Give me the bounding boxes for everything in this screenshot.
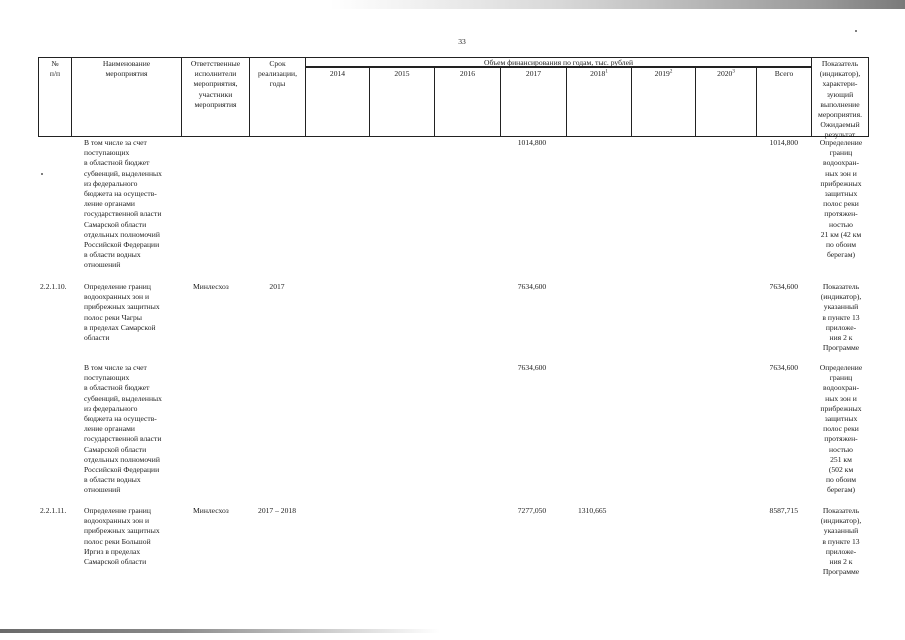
row-total: 7634,600: [769, 363, 798, 372]
header-indicator-text: Показатель (индикатор), характери- зующий выполнение мероприятия. Ожидаемый результат: [818, 59, 862, 140]
header-year-label: 2020: [717, 69, 733, 78]
header-year-2020: [695, 67, 756, 137]
row-name: Определение границ водоохранных зон и прибрежных защитных полос реки Большой Иргиз в пределах Самарской области: [84, 506, 160, 567]
header-responsible-text: Ответственные исполнители мероприятия, участники мероприятия: [190, 59, 241, 109]
header-year-2018: [566, 67, 631, 137]
row-total: 1014,800: [769, 138, 798, 147]
header-year-2017: [500, 67, 566, 137]
header-year-footnote: 2: [669, 69, 673, 75]
row-responsible: Минлесхоз: [193, 506, 229, 515]
scan-speck: [855, 30, 857, 32]
row-term: 2017: [269, 282, 285, 291]
row-num: 2.2.1.11.: [40, 506, 67, 515]
scan-shadow-top: [330, 0, 905, 9]
header-term: [249, 57, 305, 137]
header-year-2015: [369, 67, 434, 137]
row-indicator: Показатель (индикатор), указанный в пункте 13 приложе- ния 2 к Программе: [820, 282, 862, 353]
row-indicator: Определение границ водоохран- ных зон и прибрежных защитных полос реки протяжен- ностью 21 км (42 км по обоим берегам): [819, 138, 863, 260]
header-year-label: 2016: [459, 69, 476, 78]
row-total: 8587,715: [769, 506, 798, 515]
header-term-text: Срок реализации, годы: [257, 59, 297, 89]
header-num: [38, 57, 71, 137]
header-year-label: 2014: [329, 69, 346, 78]
page-number: 33: [458, 37, 466, 46]
row-term: 2017 – 2018: [258, 506, 296, 515]
header-year-footnote: 3: [732, 69, 735, 75]
row-value-2017: 7634,600: [517, 363, 547, 372]
scan-speck: [41, 173, 43, 175]
row-name: Определение границ водоохранных зон и прибрежных защитных полос реки Чагры в пределах Самарской области: [84, 282, 160, 343]
header-year-2016: [434, 67, 500, 137]
row-num: 2.2.1.10.: [40, 282, 67, 291]
header-year-2014: [305, 67, 369, 137]
row-total: 7634,600: [769, 282, 798, 291]
row-value-2017: 7277,050: [517, 506, 547, 515]
header-name: [71, 57, 181, 137]
row-value-2018: 1310,665: [578, 506, 607, 515]
row-name: В том числе за счет поступающих в областной бюджет субвенций, выделенных из федерального бюджета на осуществ- ление органами государственной власти Самарской области отдельных полномочий Российской Федерации в области водных отношений: [84, 363, 162, 495]
row-value-2017: 1014,800: [517, 138, 547, 147]
header-year-label: 2019: [654, 69, 670, 78]
header-year-2019: [631, 67, 695, 137]
row-responsible: Минлесхоз: [193, 282, 229, 291]
row-indicator: Определение границ водоохран- ных зон и прибрежных защитных полос реки протяжен- ностью 251 км (502 км по обоим берегам): [819, 363, 863, 495]
header-financing: [305, 57, 811, 67]
header-name-text: Наименование мероприятия: [102, 59, 151, 79]
header-total: [756, 67, 811, 137]
row-value-2017: 7634,600: [517, 282, 547, 291]
header-responsible: [181, 57, 249, 137]
header-year-label: 2017: [525, 69, 542, 78]
row-indicator: Показатель (индикатор), указанный в пункте 13 приложе- ния 2 к Программе: [820, 506, 862, 577]
header-indicator: [811, 57, 869, 140]
header-financing-text: Объем финансирования по годам, тыс. рублей: [483, 58, 634, 67]
header-year-label: 2015: [394, 69, 410, 78]
header-num-text: № п/п: [49, 59, 61, 79]
row-name: В том числе за счет поступающих в областной бюджет субвенций, выделенных из федерального бюджета на осуществ- ление органами государственной власти Самарской области отдельных полномочий Российской Федерации в области водных отношений: [84, 138, 162, 270]
scan-shadow-bottom: [0, 629, 440, 633]
header-year-label: 2018: [590, 69, 606, 78]
header-total-text: Всего: [774, 69, 794, 78]
header-year-footnote: 1: [605, 69, 608, 75]
